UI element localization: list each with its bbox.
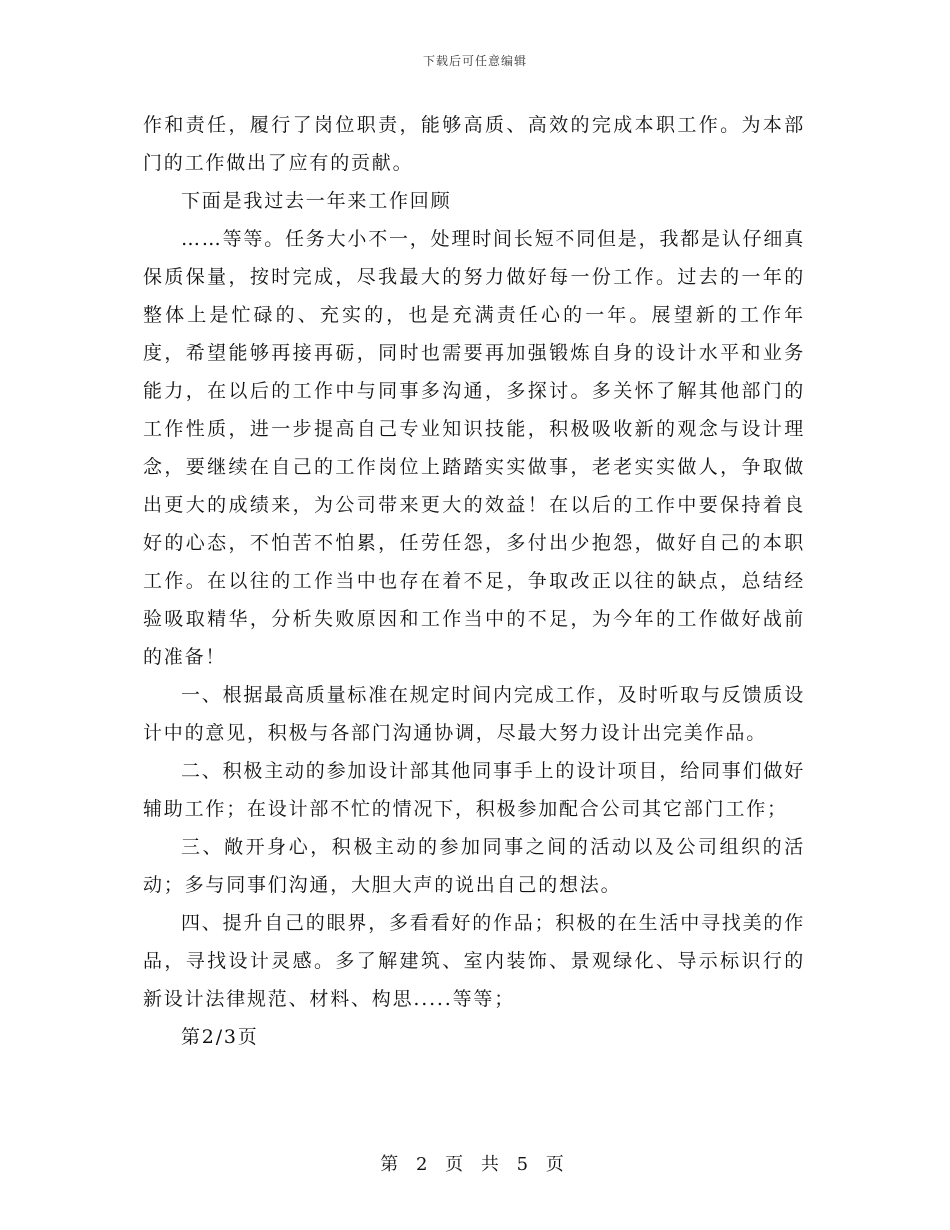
paragraph-summary: ……等等。任务大小不一，处理时间长短不同但是，我都是认仔细真保质保量，按时完成，尽我最大的努力做好每一份工作。过去的一年的整体上是忙碌的、充实的，也是充满责任心的一年。展望新的工作年度，希望能够再接再砺，同时也需要再加强锻炼自身的设计水平和业务能力，在以后的工作中与同事多沟通，多探讨。多关怀了解其他部门的工作性质，进一步提高自己专业知识技能，积极吸收新的观念与设计理念，要继续在自己的工作岗位上踏踏实实做事，老老实实做人，争取做出更大的成绩来，为公司带来更大的效益！在以后的工作中要保持着良好的心态，不怕苦不怕累，任劳任怨，多付出少抱怨，做好自己的本职工作。在以往的工作当中也存在着不足，争取改正以往的缺点，总结经验吸取精华，分析失败原因和工作当中的不足，为今年的工作做好战前的准备！ [143,228,806,668]
paragraph-item-four: 四、提升自己的眼界，多看看好的作品；积极的在生活中寻找美的作品，寻找设计灵感。多了解建筑、室内装饰、景观绿化、导示标识行的新设计法律规范、材料、构思.....等等； [143,912,806,1010]
paragraph-review-intro: 下面是我过去一年来工作回顾 [181,190,452,212]
inline-page-marker: 第2/3页 [181,1026,259,1048]
page-footer: 第 2 页 共 5 页 [380,1154,570,1175]
paragraph-item-one: 一、根据最高质量标准在规定时间内完成工作，及时听取与反馈质设计中的意见，积极与各部门沟通协调，尽最大努力设计出完美作品。 [143,684,806,744]
paragraph-continuation: 作和责任，履行了岗位职责，能够高质、高效的完成本职工作。为本部门的工作做出了应有的贡献。 [143,114,805,174]
paragraph-item-two: 二、积极主动的参加设计部其他同事手上的设计项目，给同事们做好辅助工作；在设计部不忙的情况下，积极参加配合公司其它部门工作； [143,760,806,820]
page-header: 下载后可任意编辑 [422,54,527,68]
document-body [143,106,805,1056]
paragraph-item-three: 三、敞开身心，积极主动的参加同事之间的活动以及公司组织的活动；多与同事们沟通，大胆大声的说出自己的想法。 [143,836,805,896]
